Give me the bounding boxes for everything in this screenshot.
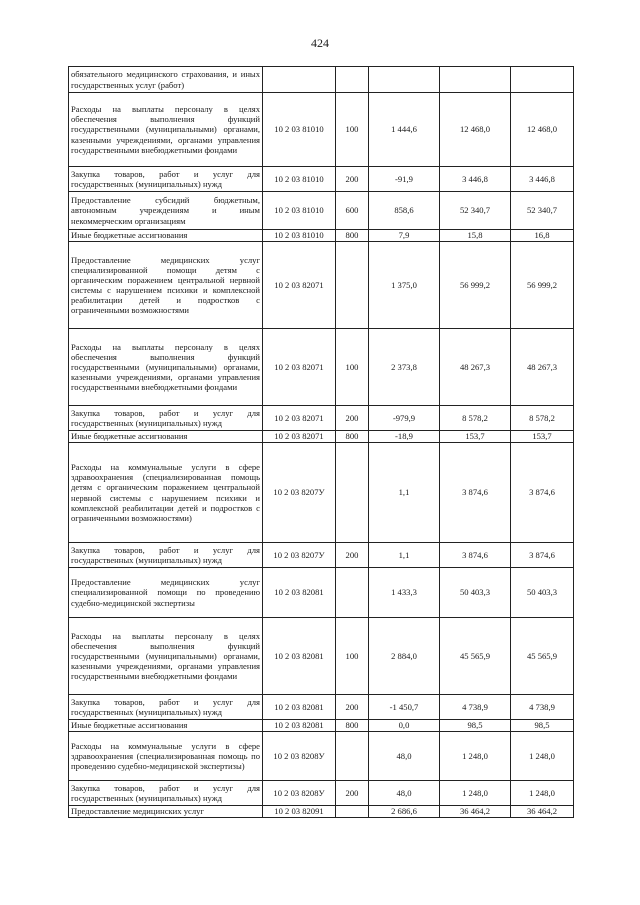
table-row [69,67,574,93]
amount-total-cell: 153,7 [511,431,574,443]
target-code-cell: 10 2 03 8207У [263,443,336,543]
row-name-cell: Расходы на коммунальные услуги в сфере здравоохранения (специализированная помощь детям с органическим поражением центральной нервной системы с нарушением психики и комплексной реабилитации детей и подростков с ограниченными возможностями) [69,443,263,543]
row-name-cell: Закупка товаров, работ и услуг для государственных (муниципальных) нужд [69,695,263,720]
table-row [69,806,574,818]
amount-change-cell: 0,0 [369,720,440,732]
row-name-cell: Предоставление субсидий бюджетным, автономным учреждениям и иным некоммерческим организациям [69,192,263,230]
amount-year-cell: 153,7 [440,431,511,443]
table-row [69,192,574,230]
amount-year-cell: 4 738,9 [440,695,511,720]
amount-total-cell: 48 267,3 [511,329,574,406]
row-name-cell: Расходы на выплаты персоналу в целях обеспечения выполнения функций государственными (муниципальными) органами, казенными учреждениями, органами управления государственными внебюджетными фондами [69,93,263,167]
amount-year-cell: 8 578,2 [440,406,511,431]
amount-change-cell: 7,9 [369,230,440,242]
amount-year-cell: 48 267,3 [440,329,511,406]
amount-change-cell: 2 686,6 [369,806,440,818]
amount-total-cell: 8 578,2 [511,406,574,431]
amount-total-cell: 98,5 [511,720,574,732]
amount-year-cell: 1 248,0 [440,781,511,806]
amount-total-cell: 45 565,9 [511,618,574,695]
row-name-cell: Расходы на выплаты персоналу в целях обеспечения выполнения функций государственными (муниципальными) органами, казенными учреждениями, органами управления государственными внебюджетными фондами [69,329,263,406]
amount-change-cell: -1 450,7 [369,695,440,720]
target-code-cell: 10 2 03 82081 [263,695,336,720]
expense-type-cell [336,67,369,93]
target-code-cell [263,67,336,93]
amount-change-cell: 858,6 [369,192,440,230]
amount-total-cell: 4 738,9 [511,695,574,720]
table-row [69,543,574,568]
target-code-cell: 10 2 03 82071 [263,242,336,329]
amount-change-cell: 1 375,0 [369,242,440,329]
amount-total-cell: 50 403,3 [511,568,574,618]
amount-total-cell: 1 248,0 [511,781,574,806]
table-row [69,618,574,695]
table-row [69,720,574,732]
target-code-cell: 10 2 03 82081 [263,720,336,732]
amount-year-cell: 12 468,0 [440,93,511,167]
amount-total-cell: 3 874,6 [511,443,574,543]
table-row [69,167,574,192]
amount-year-cell: 15,8 [440,230,511,242]
amount-change-cell: 1,1 [369,543,440,568]
amount-year-cell: 98,5 [440,720,511,732]
row-name-cell: Расходы на выплаты персоналу в целях обеспечения выполнения функций государственными (муниципальными) органами, казенными учреждениями, органами управления государственными внебюджетными фондами [69,618,263,695]
expense-type-cell: 100 [336,618,369,695]
amount-total-cell: 12 468,0 [511,93,574,167]
amount-change-cell: 1,1 [369,443,440,543]
amount-change-cell: 2 884,0 [369,618,440,695]
amount-total-cell: 52 340,7 [511,192,574,230]
table-row [69,781,574,806]
table-row [69,230,574,242]
row-name-cell: Иные бюджетные ассигнования [69,230,263,242]
table-row [69,431,574,443]
amount-year-cell: 1 248,0 [440,732,511,781]
target-code-cell: 10 2 03 82071 [263,431,336,443]
amount-year-cell: 45 565,9 [440,618,511,695]
amount-change-cell [369,67,440,93]
amount-total-cell: 16,8 [511,230,574,242]
expense-type-cell [336,443,369,543]
expense-type-cell: 800 [336,720,369,732]
expense-type-cell [336,568,369,618]
target-code-cell: 10 2 03 81010 [263,230,336,242]
table-row [69,568,574,618]
table-row [69,93,574,167]
target-code-cell: 10 2 03 82081 [263,618,336,695]
row-name-cell: Предоставление медицинских услуг [69,806,263,818]
amount-year-cell: 3 446,8 [440,167,511,192]
target-code-cell: 10 2 03 82081 [263,568,336,618]
expense-type-cell: 800 [336,431,369,443]
table-row [69,329,574,406]
row-name-cell: Закупка товаров, работ и услуг для государственных (муниципальных) нужд [69,406,263,431]
target-code-cell: 10 2 03 82071 [263,406,336,431]
amount-total-cell: 3 874,6 [511,543,574,568]
expense-type-cell [336,806,369,818]
expense-type-cell: 600 [336,192,369,230]
amount-year-cell: 50 403,3 [440,568,511,618]
table-row [69,732,574,781]
target-code-cell: 10 2 03 8208У [263,781,336,806]
expense-type-cell: 800 [336,230,369,242]
row-name-cell: Закупка товаров, работ и услуг для государственных (муниципальных) нужд [69,781,263,806]
amount-change-cell: 48,0 [369,781,440,806]
row-name-cell: Расходы на коммунальные услуги в сфере здравоохранения (специализированная помощь по проведению судебно-медицинской экспертизы) [69,732,263,781]
amount-change-cell: -91,9 [369,167,440,192]
amount-total-cell: 36 464,2 [511,806,574,818]
target-code-cell: 10 2 03 81010 [263,192,336,230]
expense-type-cell: 200 [336,781,369,806]
amount-change-cell: 48,0 [369,732,440,781]
amount-year-cell: 3 874,6 [440,443,511,543]
row-name-cell: обязательного медицинского страхования, и иных государственных услуг (работ) [69,67,263,93]
expense-type-cell [336,242,369,329]
table-row [69,695,574,720]
expense-type-cell: 100 [336,93,369,167]
amount-change-cell: -18,9 [369,431,440,443]
target-code-cell: 10 2 03 81010 [263,93,336,167]
amount-change-cell: -979,9 [369,406,440,431]
target-code-cell: 10 2 03 8208У [263,732,336,781]
page-number: 424 [311,36,329,50]
expense-type-cell [336,732,369,781]
row-name-cell: Иные бюджетные ассигнования [69,431,263,443]
expense-type-cell: 200 [336,543,369,568]
amount-change-cell: 1 433,3 [369,568,440,618]
target-code-cell: 10 2 03 81010 [263,167,336,192]
table-row [69,443,574,543]
row-name-cell: Предоставление медицинских услуг специализированной помощи по проведению судебно-медицинской экспертизы [69,568,263,618]
amount-total-cell: 1 248,0 [511,732,574,781]
amount-total-cell [511,67,574,93]
expense-type-cell: 200 [336,406,369,431]
row-name-cell: Закупка товаров, работ и услуг для государственных (муниципальных) нужд [69,167,263,192]
amount-change-cell: 1 444,6 [369,93,440,167]
amount-year-cell [440,67,511,93]
target-code-cell: 10 2 03 82071 [263,329,336,406]
budget-table [68,66,574,818]
table-row [69,406,574,431]
amount-total-cell: 56 999,2 [511,242,574,329]
amount-year-cell: 52 340,7 [440,192,511,230]
amount-year-cell: 3 874,6 [440,543,511,568]
row-name-cell: Закупка товаров, работ и услуг для государственных (муниципальных) нужд [69,543,263,568]
amount-total-cell: 3 446,8 [511,167,574,192]
table-row [69,242,574,329]
expense-type-cell: 100 [336,329,369,406]
budget-table-body [69,67,574,818]
expense-type-cell: 200 [336,695,369,720]
target-code-cell: 10 2 03 8207У [263,543,336,568]
row-name-cell: Предоставление медицинских услуг специализированной помощи детям с органическим поражением центральной нервной системы с нарушением психики и комплексной реабилитации детей и подростков с ограниченными возможностями [69,242,263,329]
row-name-cell: Иные бюджетные ассигнования [69,720,263,732]
target-code-cell: 10 2 03 82091 [263,806,336,818]
expense-type-cell: 200 [336,167,369,192]
amount-year-cell: 56 999,2 [440,242,511,329]
amount-change-cell: 2 373,8 [369,329,440,406]
amount-year-cell: 36 464,2 [440,806,511,818]
